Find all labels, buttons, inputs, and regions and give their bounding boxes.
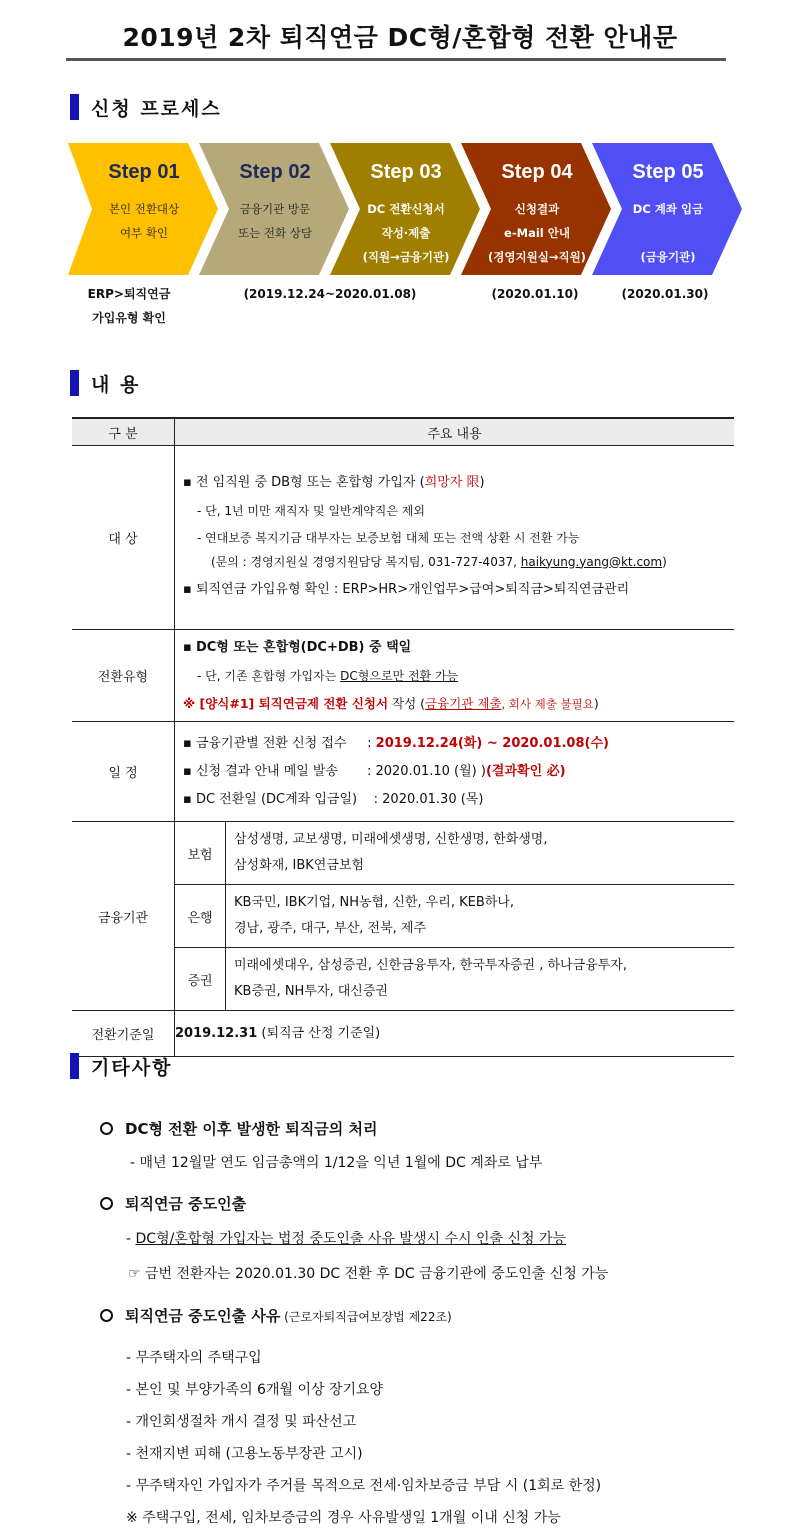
row-type	[72, 630, 734, 722]
step1-note: ERP>퇴직연금 가입유형 확인	[87, 287, 171, 325]
row-label: 대 상	[72, 446, 175, 630]
step-text: 또는 전화 상담	[238, 226, 312, 240]
finance-list: 삼성생명, 교보생명, 미래에셋생명, 신한생명, 한화생명, 삼성화재, IBK연금보험	[226, 822, 735, 885]
step-text: DC 전환신청서	[367, 202, 445, 216]
list-item: ※ 주택구입, 전세, 임차보증금의 경우 사유발생일 1개월 이내 신청 가능	[126, 1510, 561, 1526]
header-category: 구 분	[72, 418, 175, 446]
row-content: ▪ DC형 또는 혼합형(DC+DB) 중 택일 - 단, 기존 혼합형 가입자는 DC형으로만 전환 가능 ※ [양식#1] 퇴직연금제 전환 신청서 작성 (금융기관 제출, 회사 제출 불필요)	[175, 630, 735, 722]
step-label: Step 04	[501, 161, 573, 183]
circle-bullet-icon	[100, 1197, 113, 1210]
list-item: - 본인 및 부양가족의 6개월 이상 장기요양	[126, 1382, 384, 1398]
row-target	[72, 446, 734, 630]
step-text: 금융기관 방문	[239, 202, 311, 216]
finance-row	[175, 822, 734, 885]
section-marker	[70, 370, 79, 396]
section-title: 내 용	[91, 373, 141, 396]
page-title: 2019년 2차 퇴직연금 DC형/혼합형 전환 안내문	[122, 23, 678, 52]
step-label: Step 03	[370, 161, 442, 183]
etc-heading-2: 퇴직연금 중도인출	[100, 1193, 246, 1214]
step-3	[330, 143, 482, 275]
finance-table	[175, 822, 734, 1010]
row-content: ▪ 금융기관별 전환 신청 접수 : 2019.12.24(화) ~ 2020.01.08(수) ▪ 신청 결과 안내 메일 발송 : 2020.01.10 (월) )(결과확인 必) ▪ DC 전환일 (DC계좌 입금일) : 2020.01.30 (목)	[175, 722, 735, 822]
step-5	[592, 143, 744, 275]
step-1	[68, 143, 220, 275]
step-text: DC 계좌 입금	[632, 202, 704, 216]
section-marker	[70, 1053, 79, 1079]
etc-heading-1: DC형 전환 이후 발생한 퇴직금의 처리	[100, 1118, 377, 1139]
row-schedule	[72, 722, 734, 822]
list-item: - 무주택자인 가입자가 주거를 목적으로 전세·임차보증금 부담 시 (1회로 한정)	[126, 1478, 602, 1494]
step-2	[199, 143, 351, 275]
finance-list: KB국민, IBK기업, NH농협, 신한, 우리, KEB하나, 경남, 광주, 대구, 부산, 전북, 제주	[226, 885, 735, 948]
step-text: 본인 전환대상	[108, 202, 180, 216]
list-item: - 개인회생절차 개시 결정 및 파산선고	[126, 1414, 357, 1430]
step-text: e-Mail 안내	[504, 226, 570, 240]
etc-items	[126, 1342, 601, 1534]
step-label: Step 01	[108, 161, 180, 183]
row-content: 2019.12.31 (퇴직금 산정 기준일)	[175, 1011, 735, 1057]
finance-list: 미래에셋대우, 삼성증권, 신한금융투자, 한국투자증권 , 하나금융투자, KB증권, NH투자, 대신증권	[234, 958, 627, 999]
row-content	[175, 822, 735, 1011]
step-text: (경영지원실→직원)	[488, 250, 586, 264]
row-content: ▪ 전 임직원 중 DB형 또는 혼합형 가입자 (희망자 限) - 단, 1년 미만 재직자 및 일반계약직은 제외 - 연대보증 복지기금 대부자는 보증보험 대체 또는 전액 상환 시 전환 가능 (문의 : 경영지원실 경영지원담당 복지팀, 031-727-4037, haikyung.yang@kt.com) ▪ 퇴직연금 가입유형 확인 : ERP>HR>개인업무>급여>퇴직금>퇴직연금관리	[175, 446, 735, 630]
section-marker	[70, 94, 79, 120]
section-content	[70, 370, 140, 396]
title-divider	[66, 58, 726, 61]
section-process	[70, 94, 222, 120]
content-table	[72, 417, 734, 1057]
etc-line: - 매년 12월말 연도 임금총액의 1/12을 익년 1월에 DC 계좌로 납부	[130, 1155, 543, 1171]
section-etc	[70, 1053, 172, 1079]
step5-note: (2020.01.30)	[621, 287, 709, 301]
circle-bullet-icon	[100, 1309, 113, 1322]
section-title: 기타사항	[91, 1056, 173, 1079]
step2-note: (2019.12.24~2020.01.08)	[243, 287, 417, 301]
section-title: 신청 프로세스	[91, 97, 222, 120]
row-label: 전환유형	[72, 630, 175, 722]
step-label: Step 05	[632, 161, 704, 183]
step-text: (금융기관)	[640, 250, 696, 264]
finance-row	[175, 885, 734, 948]
row-finance	[72, 822, 734, 1011]
etc-line: - DC형/혼합형 가입자는 법정 중도인출 사유 발생시 수시 인출 신청 가능	[126, 1231, 566, 1247]
finance-category: 은행	[175, 885, 226, 948]
row-label: 전환기준일	[72, 1011, 175, 1057]
step-4	[461, 143, 613, 275]
step-text: (직원→금융기관)	[362, 250, 450, 264]
step-text: 여부 확인	[119, 226, 169, 240]
table-header	[72, 418, 734, 446]
step-text: 신청결과	[514, 202, 560, 216]
etc-line: ☞ 금번 전환자는 2020.01.30 DC 전환 후 DC 금융기관에 중도인출 신청 가능	[128, 1266, 609, 1282]
row-label: 일 정	[72, 722, 175, 822]
header-content: 주요 내용	[175, 418, 735, 446]
step-text: 작성·제출	[381, 226, 431, 240]
step-label: Step 02	[239, 161, 311, 183]
finance-category: 증권	[175, 948, 226, 1011]
row-label: 금융기관	[72, 822, 175, 1011]
step4-note: (2020.01.10)	[491, 287, 579, 301]
list-item: - 무주택자의 주택구입	[126, 1350, 262, 1366]
row-base	[72, 1011, 734, 1057]
email-link[interactable]: haikyung.yang@kt.com	[520, 554, 663, 569]
circle-bullet-icon	[100, 1122, 113, 1135]
list-item: - 천재지변 피해 (고용노동부장관 고시)	[126, 1446, 363, 1462]
etc-heading-3: 퇴직연금 중도인출 사유 (근로자퇴직급여보장법 제22조)	[100, 1305, 452, 1326]
finance-category: 보험	[175, 822, 226, 885]
finance-row	[175, 948, 734, 1011]
